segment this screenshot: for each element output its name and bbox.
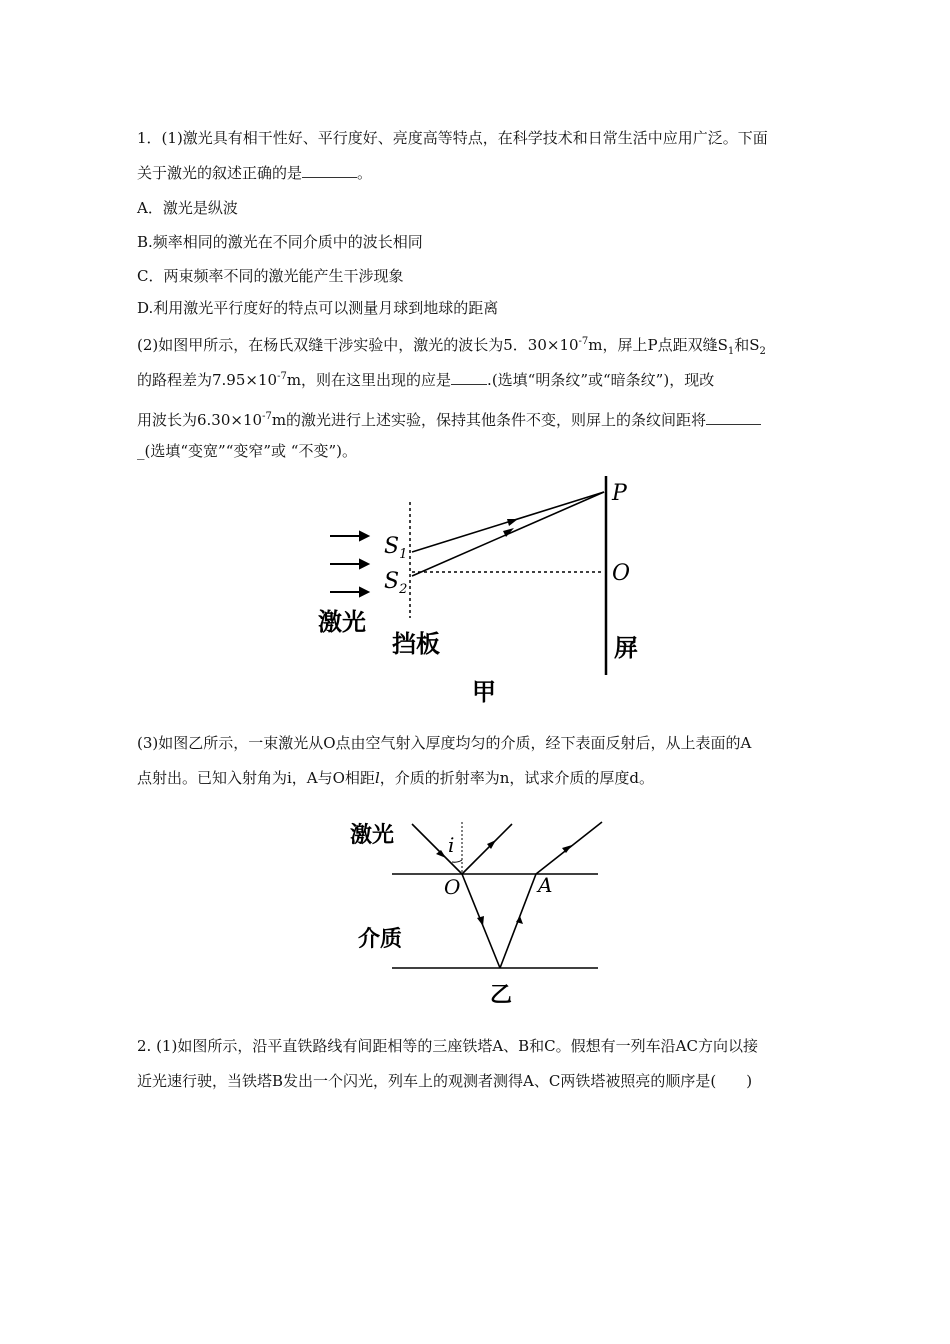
o-label: O (612, 561, 631, 586)
barrier-label: 挡板 (392, 630, 440, 658)
q2-line1: 2. (1)如图所示，沿平直铁路线有间距相等的三座铁塔A、B和C。假想有一列车沿AC方向以接 (137, 1037, 758, 1055)
p2l1-exp: -7 (578, 336, 589, 347)
i-label: i (448, 833, 455, 857)
s2-label: $S_2$ (384, 569, 408, 597)
caption-yi: 乙 (490, 983, 513, 1008)
q1-part2-line3 (137, 407, 761, 430)
medium-label: 介质 (358, 927, 403, 952)
laser-label-yi: 激光 (350, 823, 395, 848)
answer-blank-2[interactable] (451, 370, 487, 385)
q1-part2-line1 (137, 332, 766, 362)
option-d: D.利用激光平行度好的特点可以测量月球到地球的距离 (137, 299, 499, 317)
option-b: B.频率相同的激光在不同介质中的波长相同 (137, 233, 423, 251)
screen-label: 屏 (614, 634, 638, 662)
p2l1-sub2: 2 (759, 346, 766, 357)
p3l2-l: l (374, 769, 380, 787)
s1-label: $S_1$ (384, 534, 408, 562)
angle-arc (452, 860, 462, 862)
p2l3-text-b: m的激光进行上述实验，保持其他条件不变，则屏上的条纹间距将 (271, 411, 707, 429)
q2-line2: 近光速行驶，当铁塔B发出一个闪光，列车上的观测者测得A、C两铁塔被照亮的顺序是( ) (137, 1072, 753, 1090)
p2l1-sub1: 1 (727, 346, 735, 357)
p2l3-text-a: 用波长为6.30×10 (137, 411, 263, 429)
figure-yi (340, 810, 620, 1010)
answer-blank-3[interactable] (706, 410, 761, 425)
p2l1-text-c: 和S (734, 336, 760, 354)
q1-line2-end: 。 (357, 164, 373, 182)
p2l1-text-b: m，屏上P点距双缝S (588, 336, 728, 354)
answer-blank-1[interactable] (302, 163, 357, 178)
q1-part2-line4: _(选填“变宽”“变窄”或 “不变”)。 (137, 442, 357, 460)
ray1-arrowhead (507, 519, 518, 526)
p2l1-text-a: (2)如图甲所示，在杨氏双缝干涉实验中，激光的波长为5．30×10 (137, 336, 579, 354)
option-c: C．两束频率不同的激光能产生干涉现象 (137, 267, 404, 285)
caption-jia: 甲 (472, 678, 496, 706)
q1-line2 (137, 163, 372, 183)
laser-label: 激光 (318, 608, 366, 636)
p2l2-exp: -7 (277, 371, 287, 382)
p3l2-text-b: ，介质的折射率为n，试求介质的厚度d。 (379, 769, 655, 787)
p2l2-text-a: 的路程差为7.95×10 (137, 371, 278, 389)
o-label-yi: O (444, 875, 461, 899)
q1-part2-line2 (137, 367, 714, 390)
laser-arrows (330, 532, 368, 596)
option-a: A．激光是纵波 (137, 199, 238, 217)
q1-line2-text: 关于激光的叙述正确的是 (137, 164, 303, 182)
p2l2-text-b: m，则在这里出现的应是 (286, 371, 452, 389)
q1-line1: 1．(1)激光具有相干性好、平行度好、亮度高等特点，在科学技术和日常生活中应用广泛。下面 (137, 129, 768, 147)
p3l2-text-a: 点射出。已知入射角为i，A与O相距 (137, 769, 375, 787)
rays (412, 822, 602, 968)
p2l3-exp: -7 (262, 411, 272, 422)
p-label: P (612, 481, 627, 506)
q1-part3-line1: (3)如图乙所示，一束激光从O点由空气射入厚度均匀的介质，经下表面反射后，从上表面的A (137, 734, 752, 752)
p2l2-text-c: .(选填“明条纹”或“暗条纹”)，现改 (487, 371, 715, 389)
q1-part3-line2 (137, 768, 654, 788)
figure-jia (300, 470, 660, 710)
a-label: A (538, 873, 553, 897)
